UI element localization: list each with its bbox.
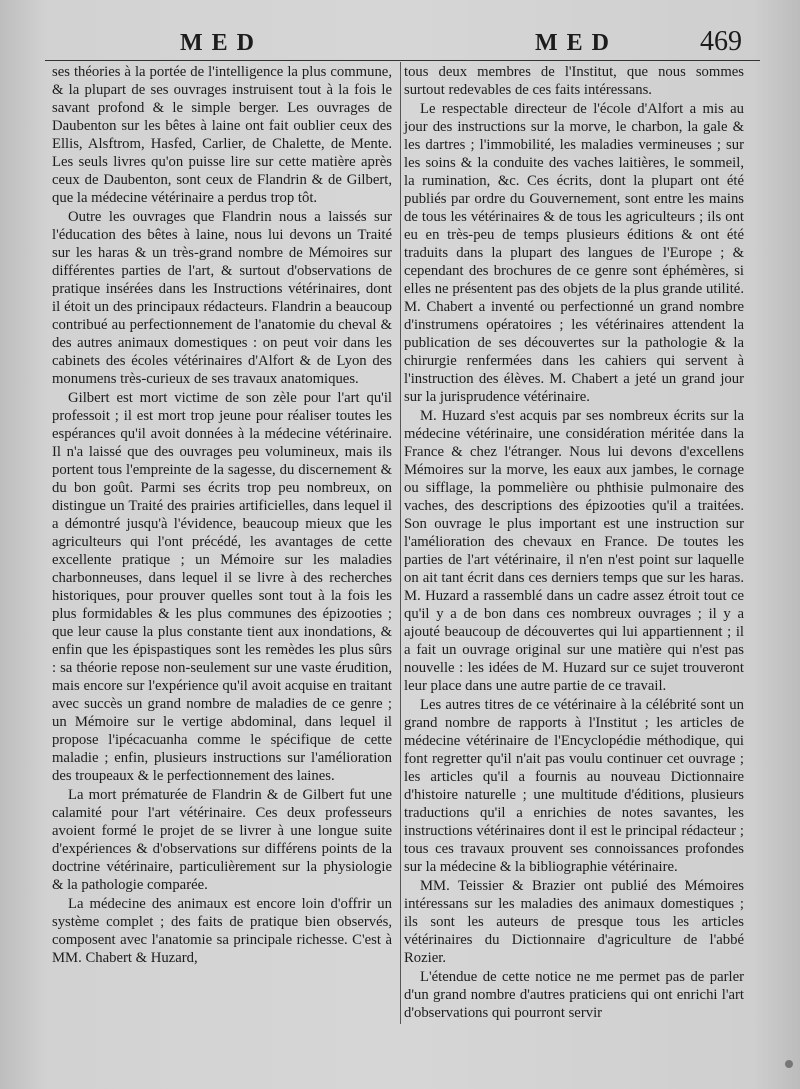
page-header (0, 22, 800, 62)
paragraph: M. Huzard s'est acquis par ses nombreux écrits sur la médecine vétérinaire, une considération méritée dans la France & chez l'étranger. Nous lui devons d'excellens Mémoires sur la morve, les eaux aux jambes, le cornage ou sifflage, la pommelière ou phthisie pulmonaire des vaches, des descriptions des épizooties qu'il a traitées. Son ouvrage le plus important est une instruction sur l'amélioration des chevaux en France. De toutes les parties de l'art vétérinaire, il n'en n'est point sur laquelle on ait tant écrit dans ces derniers temps que sur les haras. M. Huzard a rassemblé dans un cadre assez étroit tout ce qu'il y a de bon dans ces nombreux ouvrages ; il y a ajouté beaucoup de découvertes qui lui appartiennent ; il a fait un ouvrage original sur une matière qui n'est pas nouvelle : les idées de M. Huzard sur ce sujet trouveront leur place dans une autre partie de ce travail. (404, 408, 744, 694)
right-column (404, 63, 744, 1022)
right-running-head: MED (535, 30, 618, 56)
paragraph: Gilbert est mort victime de son zèle pour l'art qu'il professoit ; il est mort trop jeune pour réaliser toutes les espérances qu'il avoit données à la médecine vétérinaire. Il n'a laissé que des ouvrages peu volumineux, mais ils portent tous l'empreinte de la sagesse, du discernement & du bon goût. Parmi ses écrits trop peu nombreux, on distingue un Traité des prairies artificielles, dans lequel il a démontré jusqu'à l'évidence, beaucoup mieux que les agriculteurs qui l'ont précédé, les avantages de cette excellente pratique ; un Mémoire sur les maladies charbonneuses, dans lequel il se livre à des recherches historiques, pour prouver quelles sont tout à la fois les plus formidables & les plus communes des épizooties ; que leur cause la plus constante tient aux inondations, & enfin que les épispastiques sont les remèdes les plus sûrs : sa théorie repose non-seulement sur une vaste érudition, mais encore sur l'expérience qu'il avoit acquise en traitant avec succès un grand nombre de maladies de ce genre ; un Mémoire sur le vertige abdominal, dans lequel il propose l'ipécacuanha comme le spécifique de cette maladie ; enfin, plusieurs instructions sur l'amélioration des troupeaux & le perfectionnement des laines. (52, 390, 392, 784)
paragraph: La médecine des animaux est encore loin d'offrir un système complet ; des faits de pratique bien observés, composent avec l'anatomie sa principale richesse. C'est à MM. Chabert & Huzard, (52, 896, 392, 966)
paragraph: Outre les ouvrages que Flandrin nous a laissés sur l'éducation des bêtes à laine, nous lui devons un Traité sur les haras & un très-grand nombre de Mémoires sur différentes parties de l'art, & surtout d'observations de pratique insérées dans les Instructions vétérinaires, dont il étoit un des principaux rédacteurs. Flandrin a beaucoup contribué au perfectionnement de l'anatomie du cheval & des autres animaux domestiques : on peut voir dans les cabinets des écoles vétérinaires d'Alfort & de Lyon des monumens très-curieux de ses travaux anatomiques. (52, 209, 392, 387)
paragraph: tous deux membres de l'Institut, que nous sommes surtout redevables de ces faits intéressans. (404, 64, 744, 98)
paragraph: MM. Teissier & Brazier ont publié des Mémoires intéressans sur les maladies des animaux domestiques ; ils sont les auteurs de presque tous les articles vétérinaires du Dictionnaire d'agriculture de l'abbé Rozier. (404, 878, 744, 966)
page-mark (785, 1060, 793, 1068)
paragraph: ses théories à la portée de l'intelligence la plus commune, & la plupart de ses ouvrages instruisent tout à la fois le savant profond & le simple berger. Les ouvrages de Daubenton sur les bêtes à laine ont fait oublier ceux des Ellis, Alsftrom, Hasfed, Carlier, de Chalette, de Mente. Les seuls livres qu'on puisse lire sur cette matière après ceux de Daubenton, sont ceux de Flandrin & de Gilbert, que la médecine vétérinaire a perdus trop tôt. (52, 64, 392, 206)
header-rule (45, 60, 760, 61)
left-running-head: MED (180, 30, 263, 56)
paragraph: La mort prématurée de Flandrin & de Gilbert fut une calamité pour l'art vétérinaire. Ces deux professeurs avoient formé le projet de se livrer à une longue suite d'expériences & d'observations sur différens points de la doctrine vétérinaire, particulièrement sur la physiologie & la pathologie comparée. (52, 787, 392, 893)
paragraph: Les autres titres de ce vétérinaire à la célébrité sont un grand nombre de rapports à l'Institut ; les articles de médecine vétérinaire de l'Encyclopédie méthodique, qui font regretter qu'il n'ait pas voulu continuer cet ouvrage ; les articles qu'il a fournis au nouveau Dictionnaire d'histoire naturelle ; une multitude d'éditions, plusieurs traductions qu'il a enrichies de notes savantes, les instructions vétérinaires dont il est le principal rédacteur ; tous ces travaux prouvent ses connoissances profondes sur la médecine & la bibliographie vétérinaire. (404, 697, 744, 875)
paragraph: L'étendue de cette notice ne me permet pas de parler d'un grand nombre d'autres praticiens qui ont enrichi l'art d'observations qui pourront servir (404, 969, 744, 1021)
page-number: 469 (700, 26, 742, 57)
paragraph: Le respectable directeur de l'école d'Alfort a mis au jour des instructions sur la morve, le charbon, la gale & les dartres ; l'immobilité, les maladies vermineuses ; sur les soins & la conduite des vaches laitières, le sommeil, la rumination, &c. Ces écrits, dont la plupart ont été publiés par ordre du Gouvernement, sont entre les mains de tous les vétérinaires & de tous les agriculteurs ; ils ont eu en très-peu de temps plusieurs éditions & ont été traduits dans la plupart des langues de l'Europe ; & cependant des brochures de ce genre sont éphémères, si elles ne présentent pas des objets de la plus grande utilité. M. Chabert a inventé ou perfectionné un grand nombre d'instrumens opératoires ; les vétérinaires attendent la publication de ses découvertes sur la pathologie & la chirurgie renfermées dans les cahiers qui servent à l'instruction des élèves. M. Chabert a jeté un grand jour sur la jurisprudence vétérinaire. (404, 101, 744, 405)
column-divider (400, 62, 401, 1024)
left-column (52, 63, 392, 967)
